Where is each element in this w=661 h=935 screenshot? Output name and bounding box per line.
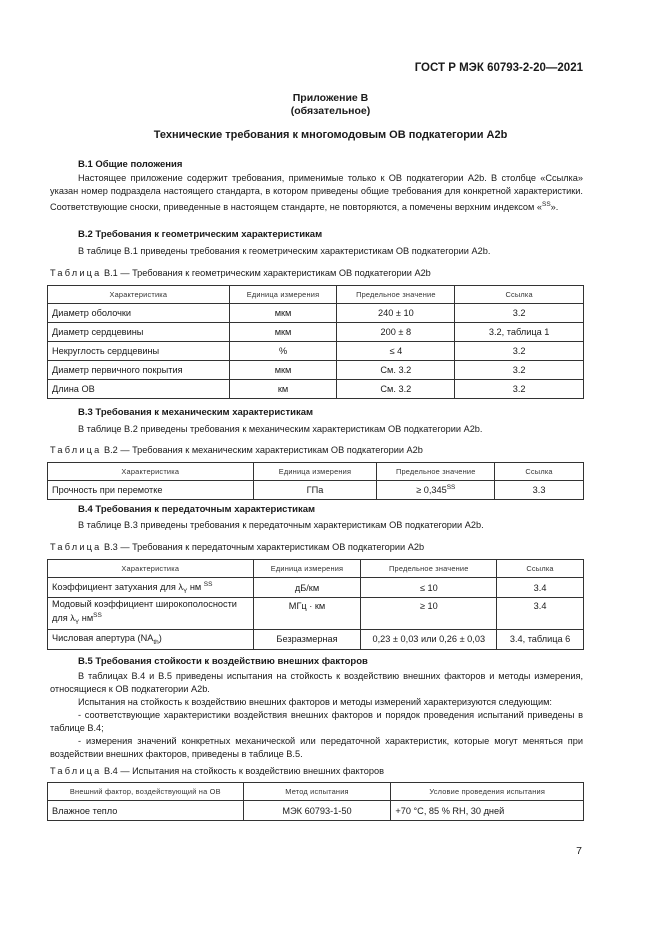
table-row [48, 481, 584, 500]
section-b1-heading: В.1 Общие положения [78, 159, 183, 170]
annex-status: (обязательное) [290, 105, 371, 117]
header-cell: Предельное значение [361, 560, 497, 578]
table-row [48, 380, 584, 399]
cell: ≥ 10 [361, 598, 497, 630]
cell: 200 ± 8 [337, 323, 455, 342]
caption-prefix: Таблица [50, 268, 102, 278]
table-header-row [48, 286, 584, 304]
header-cell: Единица измерения [229, 286, 337, 304]
caption-prefix: Таблица [50, 445, 102, 455]
header-cell: Предельное значение [337, 286, 455, 304]
cell: мкм [229, 361, 337, 380]
cell: Прочность при перемотке [48, 481, 254, 500]
header-cell: Единица измерения [253, 560, 361, 578]
caption-text: В.4 — Испытания на стойкость к воздействию внешних факторов [104, 766, 384, 776]
cell: МЭК 60793-1-50 [243, 801, 391, 821]
b1-text-end: ». [550, 202, 559, 213]
section-b5-heading: В.5 Требования стойкости к воздействию внешних факторов [78, 656, 368, 667]
cell: Числовая апертура $(NA_{th})$ [48, 629, 254, 649]
header-cell: Ссылка [497, 560, 584, 578]
table-header-row [48, 463, 584, 481]
ss-mark: SS [446, 484, 456, 492]
table-row [48, 629, 584, 649]
caption-text: В.1 — Требования к геометрическим характеристикам ОВ подкатегории А2b [104, 268, 431, 278]
cell: дБ/км [253, 578, 361, 598]
header-cell: Характеристика [48, 463, 254, 481]
annex-heading: Технические требования к многомодовым ОВ подкатегории А2b [153, 129, 508, 141]
header-cell: Предельное значение [377, 463, 495, 481]
table-row [48, 361, 584, 380]
caption-prefix: Таблица [50, 766, 102, 776]
section-b1-text [50, 172, 583, 214]
cell: Диаметр оболочки [48, 304, 230, 323]
b5-paragraph: - соответствующие характеристики воздействия внешних факторов и порядок проведения испытаний приведены в таблице В.4; [50, 710, 583, 733]
section-b3-heading: В.3 Требования к механическим характеристикам [78, 407, 314, 418]
caption-text: В.2 — Требования к механическим характеристикам ОВ подкатегории А2b [104, 445, 423, 455]
table-b2-caption [50, 445, 423, 455]
section-b3-text: В таблице В.2 приведены требования к механическим характеристикам ОВ подкатегории А2b. [78, 424, 483, 434]
header-cell: Ссылка [495, 463, 584, 481]
cell: 3.2, таблица 1 [455, 323, 584, 342]
table-row [48, 801, 584, 821]
cell: Длина ОВ [48, 380, 230, 399]
header-cell: Метод испытания [243, 783, 391, 801]
cell: ГПа [253, 481, 377, 500]
header-cell: Единица измерения [253, 463, 377, 481]
cell: 3.4, таблица 6 [497, 629, 584, 649]
cell: Диаметр первичного покрытия [48, 361, 230, 380]
ss-mark: SS [542, 201, 551, 208]
header-cell: Условие проведения испытания [391, 783, 584, 801]
b5-paragraph: Испытания на стойкость к воздействию внешних факторов и методы измерений характеризуются следующим: [78, 697, 552, 707]
b5-paragraph: В таблицах В.4 и В.5 приведены испытания на стойкость к воздействию внешних факторов и методы измерения, относящиеся к ОВ подкатегории А2b. [50, 671, 583, 694]
cell: 3.2 [455, 342, 584, 361]
b1-text: Настоящее приложение содержит требования, применимые только к ОВ подкатегории А2b. В столбце «Ссылка» указан номер подраздела настоящего стандарта, в котором приведены общие требования для конкретной характеристики. Соответствующие сноски, приведенные в настоящем стандарте, не повторяются, а помечены верхним индексом « [50, 173, 583, 213]
cell: См. 3.2 [337, 380, 455, 399]
cell: См. 3.2 [337, 361, 455, 380]
cell: ≤ 4 [337, 342, 455, 361]
table-header-row [48, 783, 584, 801]
cell: Диаметр сердцевины [48, 323, 230, 342]
header-cell: Внешний фактор, воздействующий на ОВ [48, 783, 244, 801]
annex-title: Приложение В [292, 92, 369, 104]
standard-header: ГОСТ Р МЭК 60793-2-20—2021 [414, 62, 583, 74]
cell: 3.2 [455, 380, 584, 399]
cell: 3.2 [455, 304, 584, 323]
cell: ≥ $0,345^{SS}$ [377, 481, 495, 500]
table-row [48, 578, 584, 598]
table-row [48, 598, 584, 630]
ss-mark: SS [203, 580, 213, 588]
table-b4 [47, 782, 584, 821]
caption-prefix: Таблица [50, 542, 102, 552]
annex-title-block [0, 92, 661, 118]
table-b4-caption [50, 766, 384, 776]
cell: Коэффициент затухания для $\lambda_Y$ нм $^{SS}$ [48, 578, 254, 598]
section-b4-heading: В.4 Требования к передаточным характеристикам [78, 504, 316, 515]
ss-mark: SS [93, 612, 102, 619]
section-b2-heading: В.2 Требования к геометрическим характеристикам [78, 229, 323, 240]
section-b5-text [50, 670, 583, 761]
section-b2-text: В таблице В.1 приведены требования к геометрическим характеристикам ОВ подкатегории А2b. [78, 246, 491, 256]
header-cell: Характеристика [48, 560, 254, 578]
header-cell: Ссылка [455, 286, 584, 304]
cell: мкм [229, 323, 337, 342]
table-header-row [48, 560, 584, 578]
table-b3 [47, 559, 584, 650]
cell: Модовый коэффициент широкополосности для $\lambda_Y$ $нм^{SS}$ [48, 598, 254, 630]
cell: 3.3 [495, 481, 584, 500]
cell: 240 ± 10 [337, 304, 455, 323]
cell: 0,23 ± 0,03 или 0,26 ± 0,03 [361, 629, 497, 649]
cell: 3.2 [455, 361, 584, 380]
table-row [48, 304, 584, 323]
cell: 3.4 [497, 578, 584, 598]
page-number: 7 [576, 845, 582, 857]
table-b3-caption [50, 542, 424, 552]
cell: Некруглость сердцевины [48, 342, 230, 361]
cell: 3.4 [497, 598, 584, 630]
cell: мкм [229, 304, 337, 323]
section-b4-text: В таблице В.3 приведены требования к передаточным характеристикам ОВ подкатегории А2b. [78, 520, 484, 530]
cell: Безразмерная [253, 629, 361, 649]
table-row [48, 342, 584, 361]
caption-text: В.3 — Требования к передаточным характеристикам ОВ подкатегории А2b [104, 542, 425, 552]
table-b1 [47, 285, 584, 399]
cell: +70 °С, 85 % RH, 30 дней [391, 801, 584, 821]
table-b2 [47, 462, 584, 500]
cell: ≤ 10 [361, 578, 497, 598]
table-b1-caption [50, 268, 431, 278]
cell: % [229, 342, 337, 361]
cell: Влажное тепло [48, 801, 244, 821]
cell: МГц · км [253, 598, 361, 630]
b5-paragraph: - измерения значений конкретных механической или передаточной характеристик, которые могут меняться при воздействии внешних факторов, приведены в таблице В.5. [50, 736, 583, 759]
table-row [48, 323, 584, 342]
cell: км [229, 380, 337, 399]
header-cell: Характеристика [48, 286, 230, 304]
